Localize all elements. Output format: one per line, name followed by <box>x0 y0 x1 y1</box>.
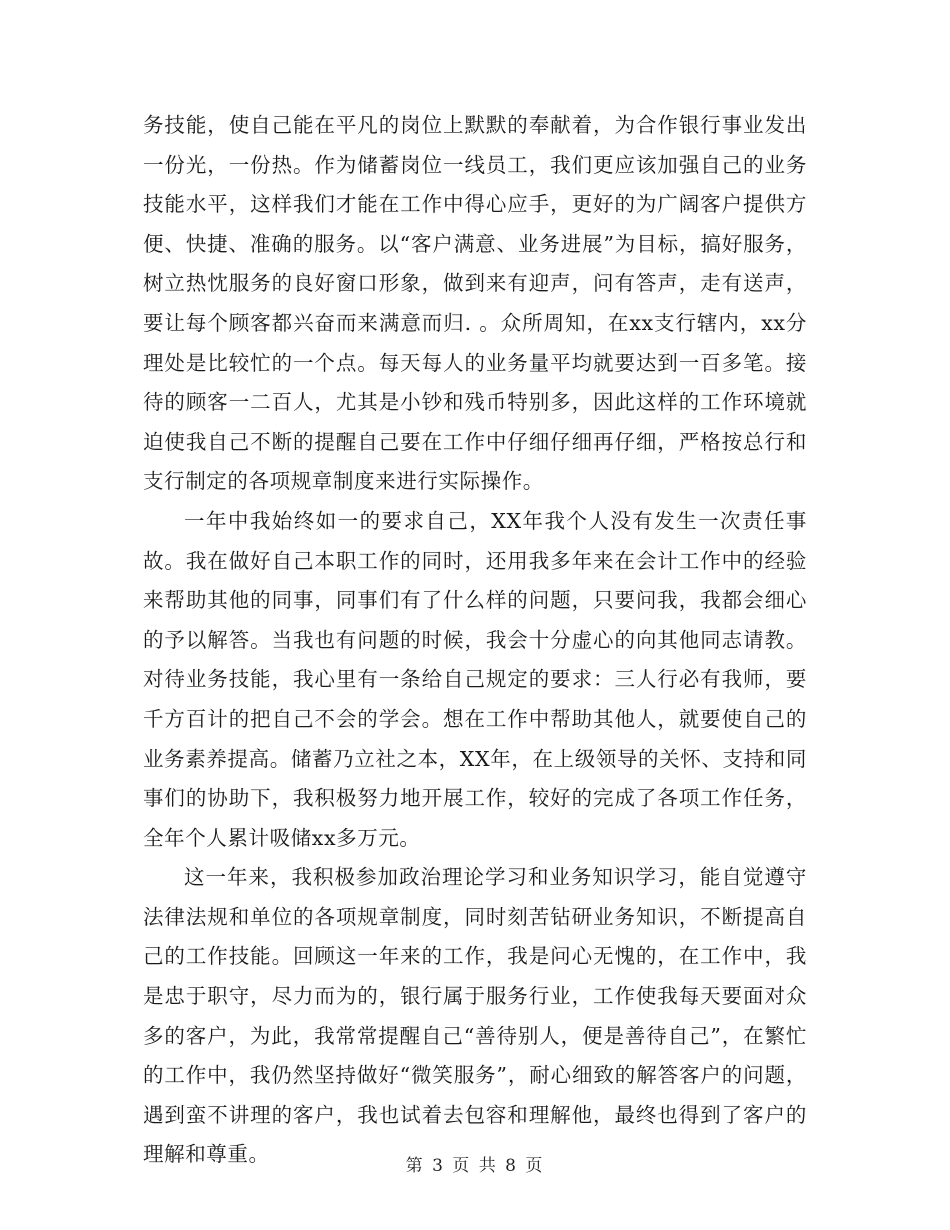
paragraph-1: 务技能，使自己能在平凡的岗位上默默的奉献着，为合作银行事业发出一份光，一份热。作为储蓄岗位一线员工，我们更应该加强自己的业务技能水平，这样我们才能在工作中得心应手，更好的为广阔客户提供方便、快捷、准确的服务。以“客户满意、业务进展”为目标，搞好服务，树立热忱服务的良好窗口形象，做到来有迎声，问有答声，走有送声，要让每个顾客都兴奋而来满意而归. 。众所周知，在xx支行辖内，xx分理处是比较忙的一个点。每天每人的业务量平均就要达到一百多笔。接待的顾客一二百人，尤其是小钞和残币特别多，因此这样的工作环境就迫使我自己不断的提醒自己要在工作中仔细仔细再仔细，严格按总行和支行制定的各项规章制度来进行实际操作。 <box>143 113 807 494</box>
paragraph-3: 这一年来，我积极参加政治理论学习和业务知识学习，能自觉遵守法律法规和单位的各项规章制度，同时刻苦钻研业务知识，不断提高自己的工作技能。回顾这一年来的工作，我是问心无愧的，在工作中，我是忠于职守，尽力而为的，银行属于服务行业，工作使我每天要面对众多的客户，为此，我常常提醒自己“善待别人，便是善待自己”，在繁忙的工作中，我仍然坚持做好“微笑服务”，耐心细致的解答客户的问题，遇到蛮不讲理的客户，我也试着去包容和理解他，最终也得到了客户的理解和尊重。 <box>143 865 807 1167</box>
page-number: 第 3 页 共 8 页 <box>405 1156 545 1176</box>
paragraph-2: 一年中我始终如一的要求自己，XX年我个人没有发生一次责任事故。我在做好自己本职工作的同时，还用我多年来在会计工作中的经验来帮助其他的同事，同事们有了什么样的问题，只要问我，我都会细心的予以解答。当我也有问题的时候，我会十分虚心的向其他同志请教。对待业务技能，我心里有一条给自己规定的要求：三人行必有我师，要千方百计的把自己不会的学会。想在工作中帮助其他人，就要使自己的业务素养提高。储蓄乃立社之本，XX年，在上级领导的关怀、支持和同事们的协助下，我积极努力地开展工作，较好的完成了各项工作任务，全年个人累计吸储xx多万元。 <box>143 508 807 850</box>
document-body <box>143 106 807 1175</box>
page-footer <box>0 1151 950 1176</box>
